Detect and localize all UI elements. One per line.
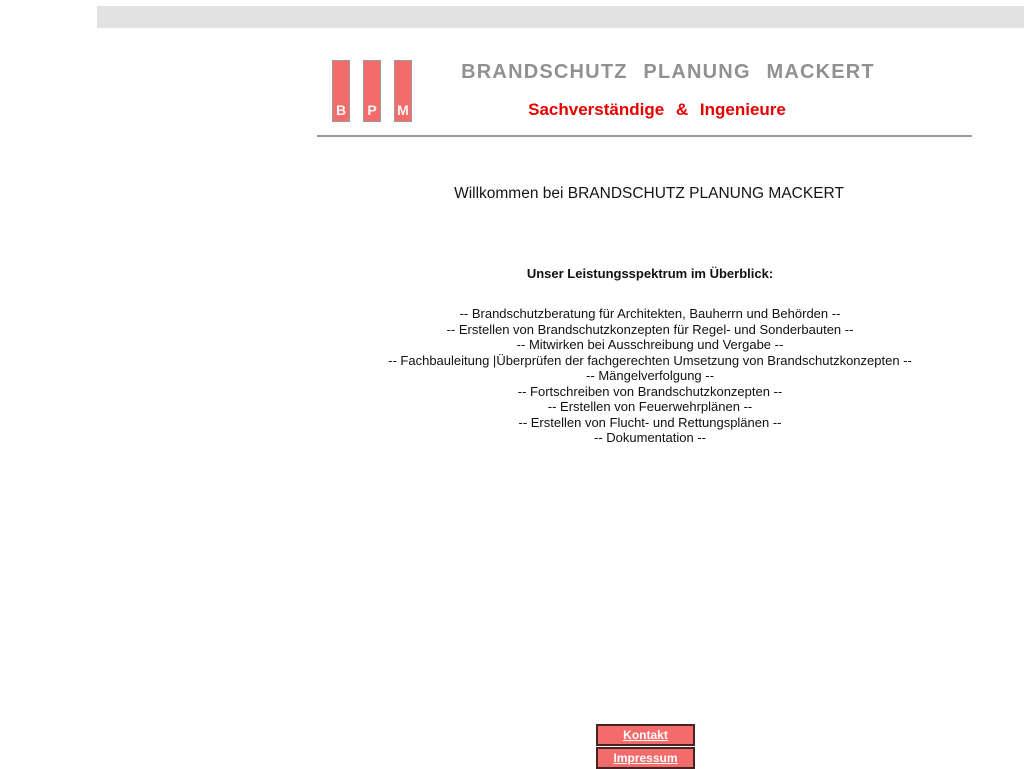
- service-item: -- Fortschreiben von Brandschutzkonzepten --: [517, 383, 783, 399]
- footer-navigation: [596, 724, 695, 769]
- bpm-logo: [332, 60, 412, 122]
- site-title: BRANDSCHUTZ PLANUNG MACKERT: [461, 61, 875, 83]
- header-divider: [317, 135, 972, 137]
- service-item: -- Erstellen von Feuerwehrplänen --: [547, 399, 753, 414]
- service-item: -- Brandschutzberatung für Architekten, Bauherrn und Behörden --: [459, 306, 841, 321]
- service-item: -- Mitwirken bei Ausschreibung und Vergabe --: [516, 337, 784, 352]
- impressum-button[interactable]: Impressum: [596, 747, 695, 769]
- welcome-heading: Willkommen bei BRANDSCHUTZ PLANUNG MACKERT: [454, 185, 844, 202]
- service-item: -- Mängelverfolgung --: [586, 368, 714, 383]
- service-item: -- Erstellen von Brandschutzkonzepten für Regel- und Sonderbauten --: [446, 321, 854, 337]
- services-list: [300, 306, 1000, 446]
- kontakt-button[interactable]: Kontakt: [596, 724, 695, 746]
- top-bar: [97, 6, 1024, 28]
- service-item: -- Erstellen von Flucht- und Rettungsplänen --: [518, 414, 782, 430]
- service-item: -- Fachbauleitung |Überprüfen der fachgerechten Umsetzung von Brandschutzkonzepten --: [388, 352, 912, 368]
- logo-letter-b: B: [332, 60, 350, 122]
- logo-letter-m: M: [394, 60, 412, 122]
- site-subtitle: Sachverständige & Ingenieure: [528, 100, 786, 119]
- logo-letter-p: P: [363, 60, 381, 122]
- services-heading: Unser Leistungsspektrum im Überblick:: [526, 266, 774, 281]
- service-item: -- Dokumentation --: [594, 430, 706, 445]
